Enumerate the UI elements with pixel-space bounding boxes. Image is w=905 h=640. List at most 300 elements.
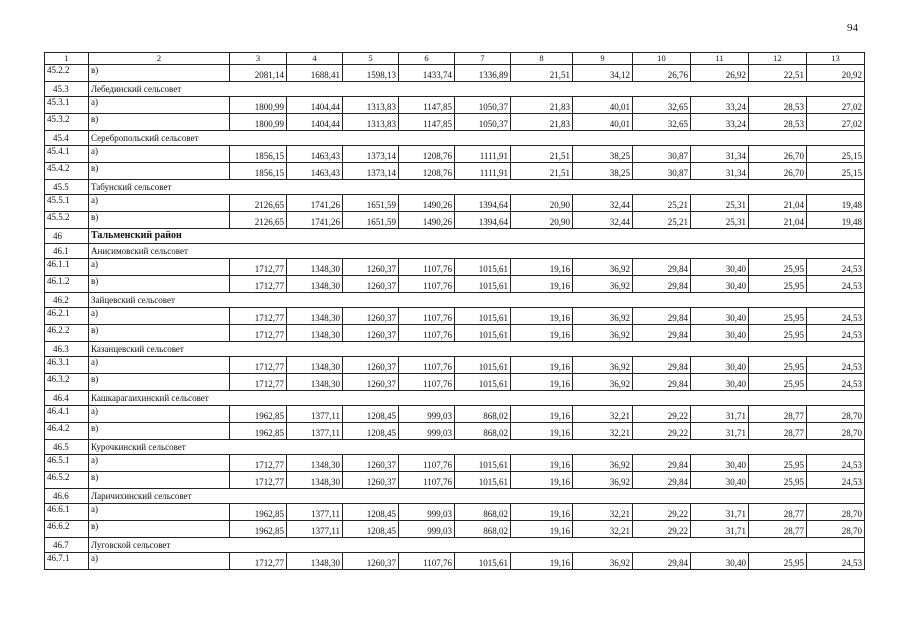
value-cell: 1015,61	[455, 259, 511, 276]
value-cell: 1712,77	[230, 259, 287, 276]
value-cell: 27,02	[807, 97, 865, 114]
value-cell: 21,83	[511, 114, 573, 131]
table-body	[45, 53, 865, 570]
value-cell: 29,84	[633, 374, 691, 391]
section-title: Лебединский сельсовет	[89, 82, 865, 97]
table-row	[45, 259, 865, 276]
value-cell: 25,21	[633, 212, 691, 229]
column-number-header: 4	[287, 53, 343, 65]
table-row	[45, 553, 865, 570]
value-cell: 1015,61	[455, 472, 511, 489]
value-cell: 24,53	[807, 325, 865, 342]
value-cell: 2081,14	[230, 65, 287, 82]
tariff-table	[44, 52, 865, 570]
value-cell: 21,83	[511, 97, 573, 114]
value-cell: 1107,76	[399, 308, 455, 325]
value-cell: 21,51	[511, 146, 573, 163]
row-variant-label: а)	[89, 308, 230, 325]
value-cell: 33,24	[691, 97, 749, 114]
row-variant-label: в)	[89, 423, 230, 440]
value-cell: 1348,30	[287, 374, 343, 391]
value-cell: 28,70	[807, 504, 865, 521]
value-cell: 1348,30	[287, 325, 343, 342]
value-cell: 1313,83	[343, 114, 399, 131]
value-cell: 31,34	[691, 163, 749, 180]
value-cell: 24,53	[807, 308, 865, 325]
value-cell: 24,53	[807, 259, 865, 276]
value-cell: 28,70	[807, 406, 865, 423]
column-number-header: 2	[89, 53, 230, 65]
value-cell: 1741,26	[287, 212, 343, 229]
row-code: 45.4.1	[45, 146, 89, 163]
value-cell: 20,90	[511, 212, 573, 229]
row-code: 45.4.2	[45, 163, 89, 180]
row-variant-label: а)	[89, 195, 230, 212]
row-code: 45.3.2	[45, 114, 89, 131]
table-row	[45, 504, 865, 521]
value-cell: 24,53	[807, 374, 865, 391]
value-cell: 1463,43	[287, 146, 343, 163]
value-cell: 24,53	[807, 455, 865, 472]
value-cell: 1147,85	[399, 97, 455, 114]
row-variant-label: в)	[89, 114, 230, 131]
value-cell: 999,03	[399, 423, 455, 440]
row-code: 46.5.2	[45, 472, 89, 489]
value-cell: 38,25	[573, 163, 633, 180]
row-code: 45.5	[45, 180, 89, 195]
table-row	[45, 374, 865, 391]
row-variant-label: в)	[89, 521, 230, 538]
value-cell: 1404,44	[287, 114, 343, 131]
value-cell: 1147,85	[399, 114, 455, 131]
row-code: 45.5.2	[45, 212, 89, 229]
value-cell: 30,87	[633, 146, 691, 163]
value-cell: 28,70	[807, 423, 865, 440]
row-variant-label: в)	[89, 65, 230, 82]
column-number-header: 11	[691, 53, 749, 65]
value-cell: 29,22	[633, 406, 691, 423]
value-cell: 1348,30	[287, 259, 343, 276]
row-code: 45.2.2	[45, 65, 89, 82]
table-row	[45, 114, 865, 131]
row-code: 46	[45, 229, 89, 244]
value-cell: 19,16	[511, 259, 573, 276]
value-cell: 28,53	[749, 114, 807, 131]
value-cell: 1015,61	[455, 455, 511, 472]
value-cell: 25,95	[749, 325, 807, 342]
row-variant-label: в)	[89, 212, 230, 229]
table-row	[45, 212, 865, 229]
value-cell: 26,70	[749, 163, 807, 180]
value-cell: 1260,37	[343, 357, 399, 374]
table-row	[45, 325, 865, 342]
value-cell: 1712,77	[230, 374, 287, 391]
value-cell: 1107,76	[399, 259, 455, 276]
value-cell: 1800,99	[230, 114, 287, 131]
value-cell: 19,16	[511, 357, 573, 374]
table-row	[45, 146, 865, 163]
value-cell: 1962,85	[230, 423, 287, 440]
value-cell: 1313,83	[343, 97, 399, 114]
row-code: 46.2.2	[45, 325, 89, 342]
value-cell: 999,03	[399, 504, 455, 521]
value-cell: 31,71	[691, 504, 749, 521]
section-heading-row	[45, 293, 865, 308]
value-cell: 1348,30	[287, 357, 343, 374]
value-cell: 1260,37	[343, 455, 399, 472]
value-cell: 30,40	[691, 325, 749, 342]
value-cell: 28,77	[749, 521, 807, 538]
value-cell: 1490,26	[399, 195, 455, 212]
value-cell: 19,16	[511, 472, 573, 489]
row-code: 46.4.2	[45, 423, 89, 440]
value-cell: 36,92	[573, 308, 633, 325]
section-title: Анисимовский сельсовет	[89, 244, 865, 259]
value-cell: 1107,76	[399, 472, 455, 489]
value-cell: 868,02	[455, 504, 511, 521]
section-heading-row	[45, 244, 865, 259]
value-cell: 19,48	[807, 212, 865, 229]
value-cell: 27,02	[807, 114, 865, 131]
value-cell: 24,53	[807, 276, 865, 293]
value-cell: 1651,59	[343, 195, 399, 212]
row-variant-label: в)	[89, 163, 230, 180]
value-cell: 25,95	[749, 553, 807, 570]
value-cell: 25,95	[749, 357, 807, 374]
row-code: 46.6	[45, 489, 89, 504]
value-cell: 19,16	[511, 325, 573, 342]
value-cell: 19,16	[511, 406, 573, 423]
row-code: 46.5.1	[45, 455, 89, 472]
value-cell: 28,77	[749, 406, 807, 423]
value-cell: 31,34	[691, 146, 749, 163]
column-number-header: 8	[511, 53, 573, 65]
value-cell: 1800,99	[230, 97, 287, 114]
value-cell: 999,03	[399, 406, 455, 423]
value-cell: 1962,85	[230, 521, 287, 538]
value-cell: 1015,61	[455, 357, 511, 374]
value-cell: 28,70	[807, 521, 865, 538]
value-cell: 25,95	[749, 472, 807, 489]
value-cell: 1208,76	[399, 163, 455, 180]
value-cell: 19,16	[511, 455, 573, 472]
section-heading-row	[45, 180, 865, 195]
section-heading-row	[45, 131, 865, 146]
column-number-header-row	[45, 53, 865, 65]
value-cell: 29,22	[633, 423, 691, 440]
value-cell: 1712,77	[230, 308, 287, 325]
row-variant-label: в)	[89, 374, 230, 391]
value-cell: 1377,11	[287, 423, 343, 440]
value-cell: 1712,77	[230, 472, 287, 489]
section-title: Серебропольский сельсовет	[89, 131, 865, 146]
value-cell: 1107,76	[399, 455, 455, 472]
column-number-header: 12	[749, 53, 807, 65]
row-variant-label: а)	[89, 97, 230, 114]
value-cell: 19,16	[511, 276, 573, 293]
value-cell: 868,02	[455, 423, 511, 440]
value-cell: 24,53	[807, 472, 865, 489]
table-row	[45, 472, 865, 489]
value-cell: 1260,37	[343, 325, 399, 342]
row-variant-label: в)	[89, 472, 230, 489]
table-row	[45, 195, 865, 212]
section-title: Луговской сельсовет	[89, 538, 865, 553]
value-cell: 1015,61	[455, 553, 511, 570]
table-row	[45, 423, 865, 440]
value-cell: 28,53	[749, 97, 807, 114]
value-cell: 36,92	[573, 325, 633, 342]
value-cell: 36,92	[573, 357, 633, 374]
row-code: 45.4	[45, 131, 89, 146]
value-cell: 1208,45	[343, 423, 399, 440]
table-row	[45, 406, 865, 423]
value-cell: 1404,44	[287, 97, 343, 114]
row-code: 46.7.1	[45, 553, 89, 570]
value-cell: 32,21	[573, 521, 633, 538]
value-cell: 19,16	[511, 423, 573, 440]
value-cell: 30,40	[691, 374, 749, 391]
value-cell: 32,44	[573, 212, 633, 229]
section-title: Зайцевский сельсовет	[89, 293, 865, 308]
section-heading-row	[45, 440, 865, 455]
table-row	[45, 276, 865, 293]
value-cell: 25,95	[749, 455, 807, 472]
value-cell: 25,95	[749, 308, 807, 325]
value-cell: 36,92	[573, 374, 633, 391]
value-cell: 25,15	[807, 163, 865, 180]
value-cell: 26,70	[749, 146, 807, 163]
value-cell: 1336,89	[455, 65, 511, 82]
value-cell: 25,21	[633, 195, 691, 212]
row-code: 46.6.1	[45, 504, 89, 521]
table-row	[45, 455, 865, 472]
value-cell: 1260,37	[343, 553, 399, 570]
value-cell: 25,95	[749, 259, 807, 276]
value-cell: 21,04	[749, 212, 807, 229]
value-cell: 29,84	[633, 325, 691, 342]
value-cell: 32,21	[573, 406, 633, 423]
value-cell: 29,84	[633, 357, 691, 374]
value-cell: 1348,30	[287, 553, 343, 570]
row-code: 46.1	[45, 244, 89, 259]
value-cell: 19,16	[511, 521, 573, 538]
value-cell: 1015,61	[455, 325, 511, 342]
value-cell: 26,92	[691, 65, 749, 82]
value-cell: 1712,77	[230, 553, 287, 570]
value-cell: 1377,11	[287, 521, 343, 538]
value-cell: 868,02	[455, 406, 511, 423]
value-cell: 29,22	[633, 521, 691, 538]
value-cell: 1260,37	[343, 259, 399, 276]
row-code: 46.7	[45, 538, 89, 553]
column-number-header: 3	[230, 53, 287, 65]
row-code: 46.1.1	[45, 259, 89, 276]
value-cell: 32,44	[573, 195, 633, 212]
section-title: Табунский сельсовет	[89, 180, 865, 195]
value-cell: 1260,37	[343, 472, 399, 489]
value-cell: 1741,26	[287, 195, 343, 212]
value-cell: 25,95	[749, 374, 807, 391]
row-variant-label: в)	[89, 325, 230, 342]
value-cell: 29,84	[633, 455, 691, 472]
value-cell: 30,40	[691, 553, 749, 570]
value-cell: 1015,61	[455, 374, 511, 391]
value-cell: 2126,65	[230, 195, 287, 212]
value-cell: 999,03	[399, 521, 455, 538]
value-cell: 1394,64	[455, 212, 511, 229]
value-cell: 25,31	[691, 212, 749, 229]
value-cell: 36,92	[573, 276, 633, 293]
value-cell: 1107,76	[399, 553, 455, 570]
section-title: Ларичихинский сельсовет	[89, 489, 865, 504]
value-cell: 2126,65	[230, 212, 287, 229]
value-cell: 1463,43	[287, 163, 343, 180]
value-cell: 1348,30	[287, 472, 343, 489]
value-cell: 29,84	[633, 553, 691, 570]
row-variant-label: а)	[89, 406, 230, 423]
section-heading-row	[45, 391, 865, 406]
page-number: 94	[847, 22, 858, 34]
value-cell: 30,40	[691, 259, 749, 276]
value-cell: 1433,74	[399, 65, 455, 82]
value-cell: 36,92	[573, 553, 633, 570]
region-heading-row	[45, 229, 865, 244]
value-cell: 30,40	[691, 357, 749, 374]
value-cell: 38,25	[573, 146, 633, 163]
value-cell: 1712,77	[230, 357, 287, 374]
value-cell: 32,65	[633, 97, 691, 114]
section-title: Казанцевский сельсовет	[89, 342, 865, 357]
value-cell: 1394,64	[455, 195, 511, 212]
value-cell: 40,01	[573, 97, 633, 114]
value-cell: 31,71	[691, 521, 749, 538]
value-cell: 30,40	[691, 276, 749, 293]
section-heading-row	[45, 342, 865, 357]
table-row	[45, 163, 865, 180]
value-cell: 1377,11	[287, 504, 343, 521]
value-cell: 1373,14	[343, 163, 399, 180]
value-cell: 40,01	[573, 114, 633, 131]
value-cell: 1348,30	[287, 276, 343, 293]
value-cell: 28,77	[749, 504, 807, 521]
value-cell: 30,40	[691, 308, 749, 325]
value-cell: 1260,37	[343, 276, 399, 293]
value-cell: 25,15	[807, 146, 865, 163]
value-cell: 36,92	[573, 472, 633, 489]
value-cell: 32,21	[573, 504, 633, 521]
row-variant-label: а)	[89, 455, 230, 472]
row-variant-label: а)	[89, 504, 230, 521]
section-heading-row	[45, 538, 865, 553]
value-cell: 1107,76	[399, 357, 455, 374]
value-cell: 36,92	[573, 259, 633, 276]
column-number-header: 6	[399, 53, 455, 65]
value-cell: 25,31	[691, 195, 749, 212]
value-cell: 1348,30	[287, 308, 343, 325]
value-cell: 1260,37	[343, 308, 399, 325]
row-variant-label: в)	[89, 276, 230, 293]
row-code: 46.4	[45, 391, 89, 406]
row-code: 46.3	[45, 342, 89, 357]
value-cell: 30,40	[691, 472, 749, 489]
value-cell: 22,51	[749, 65, 807, 82]
section-heading-row	[45, 489, 865, 504]
row-variant-label: а)	[89, 357, 230, 374]
row-variant-label: а)	[89, 146, 230, 163]
value-cell: 1107,76	[399, 276, 455, 293]
value-cell: 1490,26	[399, 212, 455, 229]
row-code: 46.2	[45, 293, 89, 308]
table-row	[45, 65, 865, 82]
value-cell: 26,76	[633, 65, 691, 82]
value-cell: 1962,85	[230, 406, 287, 423]
value-cell: 24,53	[807, 553, 865, 570]
column-number-header: 5	[343, 53, 399, 65]
section-heading-row	[45, 82, 865, 97]
value-cell: 31,71	[691, 423, 749, 440]
row-code: 46.6.2	[45, 521, 89, 538]
value-cell: 25,95	[749, 276, 807, 293]
row-code: 46.3.2	[45, 374, 89, 391]
value-cell: 1208,45	[343, 504, 399, 521]
value-cell: 28,77	[749, 423, 807, 440]
value-cell: 19,16	[511, 374, 573, 391]
value-cell: 1015,61	[455, 276, 511, 293]
value-cell: 1712,77	[230, 276, 287, 293]
column-number-header: 9	[573, 53, 633, 65]
column-number-header: 10	[633, 53, 691, 65]
value-cell: 868,02	[455, 521, 511, 538]
value-cell: 1208,76	[399, 146, 455, 163]
column-number-header: 13	[807, 53, 865, 65]
value-cell: 1962,85	[230, 504, 287, 521]
value-cell: 36,92	[573, 455, 633, 472]
value-cell: 1598,13	[343, 65, 399, 82]
value-cell: 21,04	[749, 195, 807, 212]
value-cell: 19,16	[511, 308, 573, 325]
row-variant-label: а)	[89, 259, 230, 276]
table-row	[45, 97, 865, 114]
value-cell: 1208,45	[343, 521, 399, 538]
column-number-header: 7	[455, 53, 511, 65]
table-row	[45, 308, 865, 325]
value-cell: 24,53	[807, 357, 865, 374]
value-cell: 31,71	[691, 406, 749, 423]
row-code: 45.3	[45, 82, 89, 97]
value-cell: 32,65	[633, 114, 691, 131]
column-number-header: 1	[45, 53, 89, 65]
value-cell: 1111,91	[455, 163, 511, 180]
table-row	[45, 357, 865, 374]
value-cell: 29,84	[633, 276, 691, 293]
value-cell: 32,21	[573, 423, 633, 440]
row-code: 46.5	[45, 440, 89, 455]
value-cell: 19,16	[511, 553, 573, 570]
value-cell: 1348,30	[287, 455, 343, 472]
value-cell: 1111,91	[455, 146, 511, 163]
value-cell: 1107,76	[399, 374, 455, 391]
value-cell: 29,22	[633, 504, 691, 521]
value-cell: 21,51	[511, 65, 573, 82]
value-cell: 33,24	[691, 114, 749, 131]
value-cell: 19,48	[807, 195, 865, 212]
value-cell: 29,84	[633, 472, 691, 489]
row-code: 46.3.1	[45, 357, 89, 374]
row-code: 45.3.1	[45, 97, 89, 114]
value-cell: 21,51	[511, 163, 573, 180]
table-row	[45, 521, 865, 538]
